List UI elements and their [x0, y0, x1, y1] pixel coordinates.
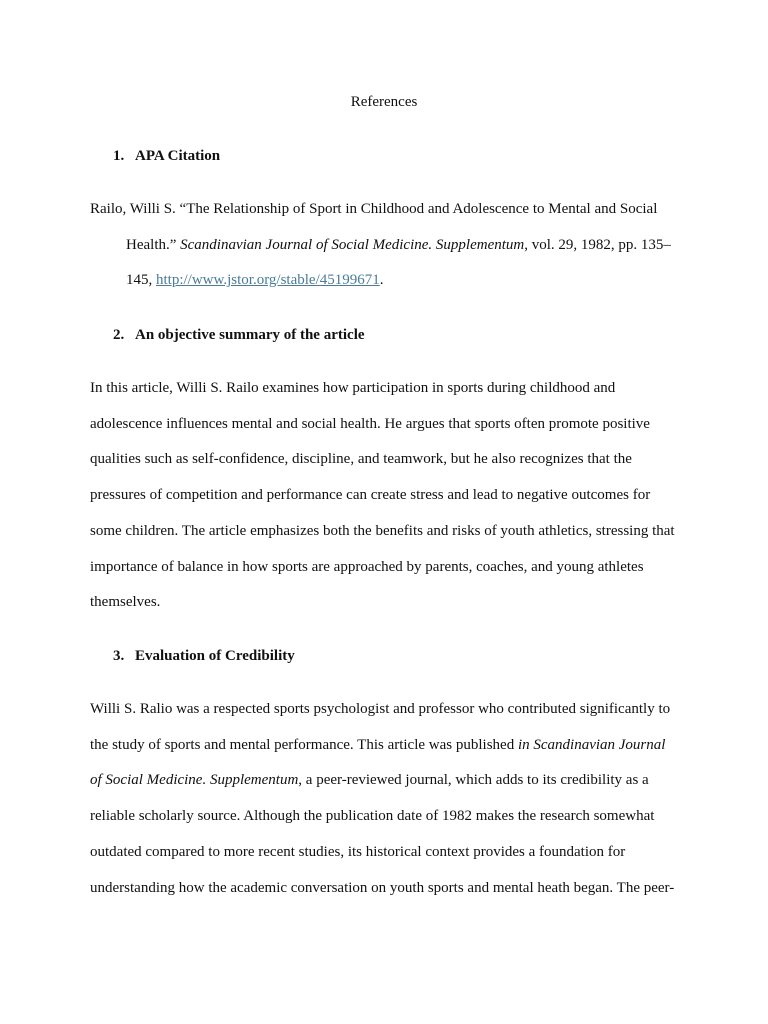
section-title: Evaluation of Credibility	[135, 648, 295, 664]
paragraph-line: Willi S. Ralio was a respected sports psychologist and professor who contributed significantly to	[90, 701, 671, 717]
paragraph-line: adolescence influences mental and social health. He argues that sports often promote positive	[90, 415, 650, 432]
paragraph-line: understanding how the academic conversation on youth sports and mental heath began. The peer-	[90, 879, 675, 896]
section-title: APA Citation	[135, 148, 221, 164]
paragraph-text: the study of sports and mental performance. This article was published	[90, 736, 518, 753]
paragraph-line	[90, 728, 682, 764]
citation-line	[90, 263, 682, 299]
paragraph-line: pressures of competition and performance can create stress and lead to negative outcomes for	[90, 487, 651, 504]
paragraph-line: qualities such as self-confidence, discipline, and teamwork, but he also recognizes that the	[90, 451, 632, 468]
citation-text: Health.”	[126, 236, 181, 253]
citation-line: Railo, Willi S. “The Relationship of Sport in Childhood and Adolescence to Mental and Social	[90, 201, 658, 217]
citation-text: , vol. 29, 1982, pp. 135–	[524, 236, 671, 253]
section-number: 3.	[113, 648, 125, 664]
section-title: An objective summary of the article	[135, 327, 365, 343]
section-heading-summary	[113, 325, 365, 345]
section-number: 1.	[113, 148, 125, 164]
jstor-link[interactable]: http://www.jstor.org/stable/45199671	[156, 272, 380, 289]
paragraph-line: reliable scholarly source. Although the publication date of 1982 makes the research somewhat	[90, 808, 655, 825]
section-number: 2.	[113, 327, 125, 343]
paragraph-line: outdated compared to more recent studies, its historical context provides a foundation for	[90, 843, 626, 860]
paragraph-line: themselves.	[90, 594, 161, 611]
journal-title: of Social Medicine. Supplementum	[90, 772, 299, 789]
section-heading-apa-citation	[113, 146, 220, 166]
section-heading-credibility	[113, 646, 295, 666]
citation-entry	[90, 192, 682, 299]
citation-text: .	[379, 272, 384, 289]
journal-title: in Scandinavian Journal	[517, 736, 666, 753]
paragraph-text: , a peer-reviewed journal, which adds to its credibility as a	[298, 772, 649, 789]
journal-title: Scandinavian Journal of Social Medicine. Supplementum	[180, 236, 525, 253]
paragraph-line	[90, 763, 682, 799]
citation-line	[90, 228, 682, 264]
credibility-paragraph	[90, 692, 682, 906]
citation-text: 145,	[126, 272, 156, 289]
paragraph-line: importance of balance in how sports are approached by parents, coaches, and young athletes	[90, 558, 644, 575]
paragraph-line: In this article, Willi S. Railo examines how participation in sports during childhood and	[90, 380, 616, 396]
summary-paragraph	[90, 371, 682, 621]
page-title: References	[350, 94, 418, 110]
paragraph-line: some children. The article emphasizes both the benefits and risks of youth athletics, stressing that	[90, 522, 675, 539]
